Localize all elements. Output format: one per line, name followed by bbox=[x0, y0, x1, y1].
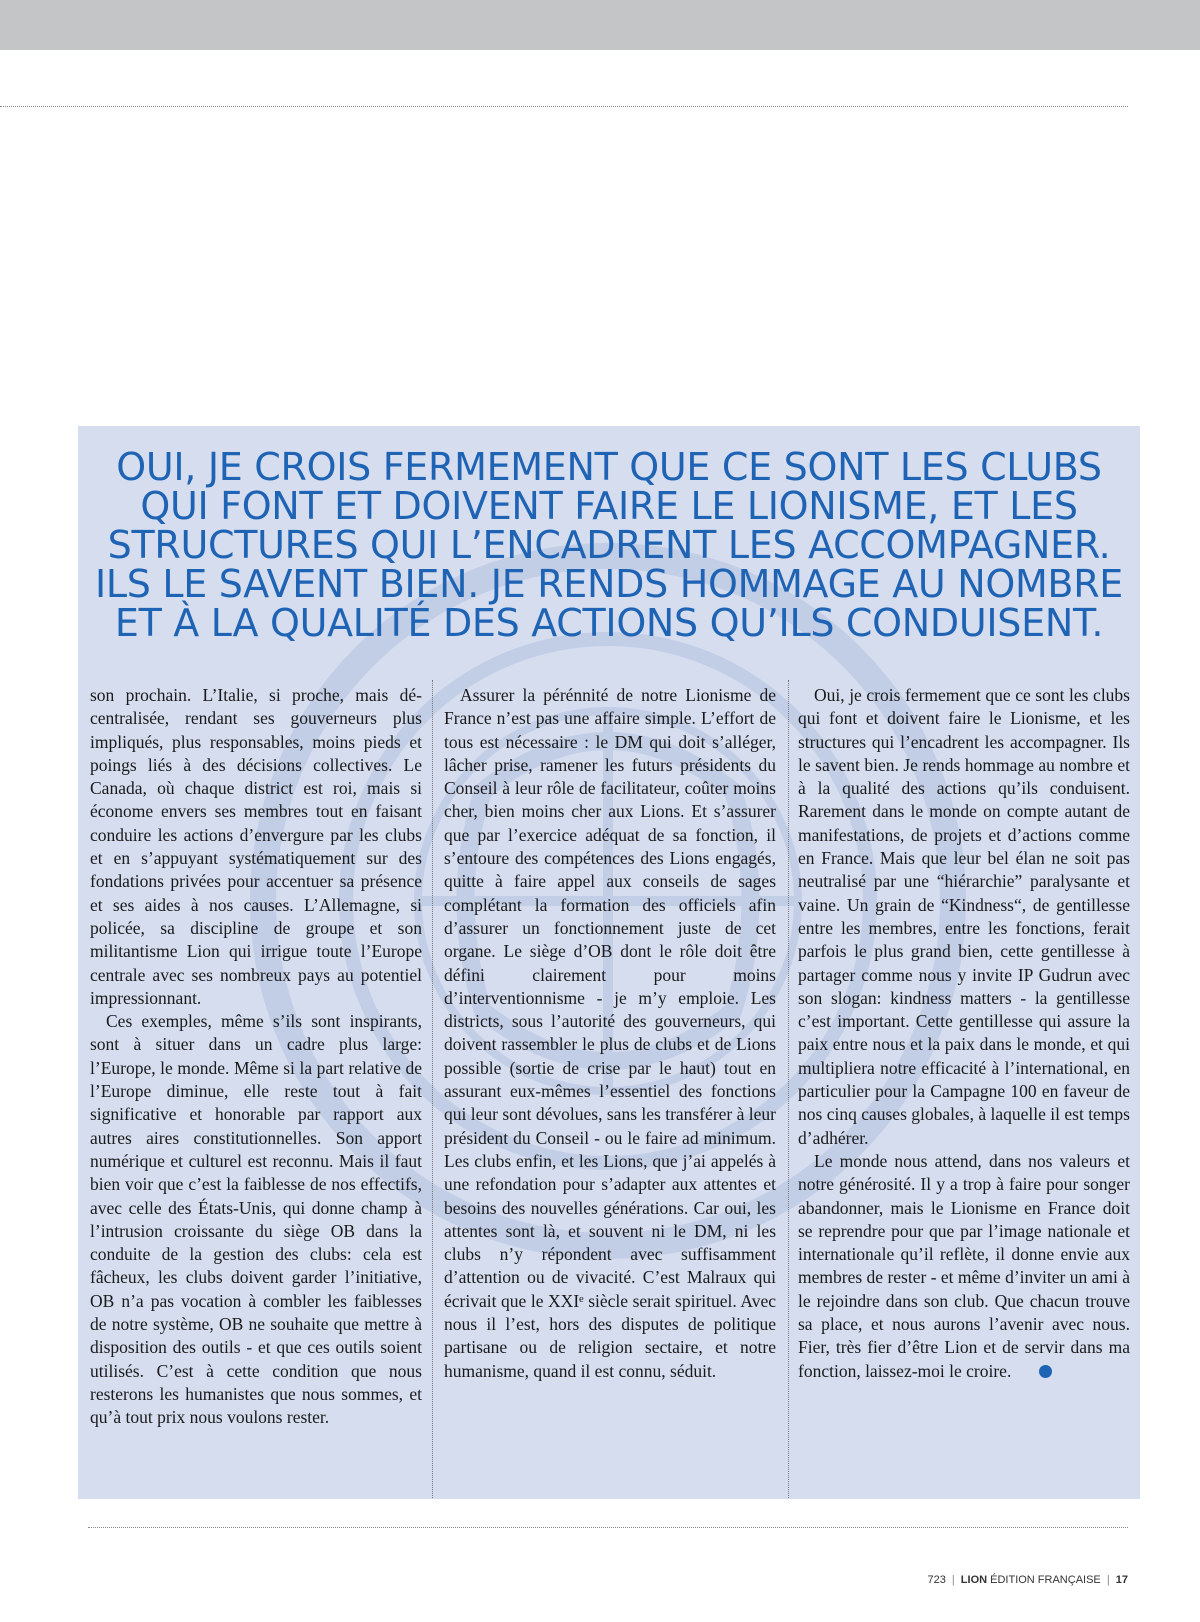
top-bar bbox=[0, 0, 1200, 50]
column-divider bbox=[432, 680, 433, 1499]
magazine-brand: LION bbox=[960, 1574, 988, 1586]
page-folio bbox=[927, 1574, 1128, 1586]
paragraph: Ces exemples, même s’ils sont inspirants, sont à situer dans un cadre plus large: l’Europe, le monde. Même si la part relative de l’Europe diminue, elle reste tout à fait significative et honorable par rapport aux autres aires constitutionnelles. Son apport numérique et culturel est reconnu. Mais il faut bien voir que c’est la faiblesse de nos effectifs, avec celle des États-Unis, qui donne champ à l’intrusion croissante du siège OB dans la conduite de la gestion des clubs: cela est fâcheux, les clubs doivent garder l’initiative, OB n’a pas vocation à combler les faiblesses de notre système, OB ne souhaite que mettre à disposition des outils - et que ces outils soient utilisés. C’est à cette condition que nous resterons les humanistes que nous sommes, et qu’à tout prix nous voulons rester. bbox=[90, 1011, 422, 1428]
folio-separator: | bbox=[1106, 1574, 1110, 1586]
edition-label: ÉDITION FRANÇAISE bbox=[990, 1574, 1101, 1586]
article-column-2 bbox=[444, 684, 776, 1383]
folio-separator: | bbox=[951, 1574, 955, 1586]
paragraph-text: Le monde nous attend, dans nos valeurs et notre générosité. Il y a trop à faire pour songer abandonner, mais le Lionisme en France doit se reprendre pour que par l’image nationale et internationale qu’il reflète, il donne envie aux membres de rester - et même d’inviter un ami à le rejoindre dans son club. Que chacun trouve sa place, et nous aurons l’avenir avec nous. Fier, très fier d’être Lion et de servir dans ma fonction, laissez-moi le croire. bbox=[798, 1150, 1130, 1381]
paragraph: Oui, je crois fermement que ce sont les clubs qui font et doivent faire le Lionisme, et les structures qui l’encadrent les accompagner. Ils le savent bien. Je rends hommage au nombre et à la qualité des actions qu’ils conduisent. Rarement dans le monde on compte autant de manifestations, de projets et d’actions comme en France. Mais que leur bel élan ne soit pas neutralisé par une “hiérarchie” paralysante et vaine. Un grain de “Kindness“, de gentillesse entre les membres, entre les fonctions, ferait parfois le plus grand bien, cette gentillesse à partager comme nous y invite IP Gudrun avec son slogan: kindness matters - la gentillesse c’est important. Cette gentillesse qui assure la paix entre nous et la paix dans le monde, et qui multipliera notre efficacité à l’international, en particulier pour la Campagne 100 en faveur de nos cinq causes globales, à laquelle il est temps d’adhérer. bbox=[798, 685, 1130, 1148]
end-of-article-dot-icon bbox=[1039, 1365, 1052, 1378]
paragraph: Assurer la pérénnité de notre Lionisme de France n’est pas une affaire simple. L’effort de tous est nécessaire : le DM qui doit s’alléger, lâcher prise, ramener les futurs présidents du Conseil à leur rôle de facilitateur, coûter moins cher, bien moins cher aux Lions. Et s’assurer que par l’exercice adéquat de sa fonction, il s’entoure des compétences des Lions engagés, quitte à faire appel aux conseils de sages complétant la formation des officiels afin d’assurer un fonctionnement juste de cet organe. Le siège d’OB dont le rôle doit être défini clairement pour moins d’interventionnisme - je m’y emploie. Les districts, sous l’autorité des gouverneurs, qui doivent rassembler le plus de clubs et de Lions possible (sortie de crise par le haut) tout en assurant eux-mêmes l’essentiel des fonctions qui leur sont dévolues, sans les transférer à leur président du Conseil - ou le faire ad minimum. Les clubs enfin, et les Lions, que j’ai appelés à une refondation pour s’adapter aux attentes et besoins des nouvelles générations. Car oui, les attentes sont là, et souvent ni le DM, ni les clubs n’y répondent avec suffisamment d’attention ou de vivacité. C’est Malraux qui écrivait que le XXIᵉ siècle serait spirituel. Avec nous il l’est, hors des disputes de politique partisane ou de religion sectaire, et notre humanisme, quand il est connu, séduit. bbox=[444, 685, 776, 1381]
column-divider bbox=[788, 680, 789, 1499]
article-column-3 bbox=[798, 684, 1130, 1383]
paragraph-last bbox=[798, 1150, 1130, 1383]
pull-quote: OUI, JE CROIS FERMEMENT QUE CE SONT LES CLUBS QUI FONT ET DOIVENT FAIRE LE LIONISME, ET LES STRUCTURES QUI L’ENCADRENT LES ACCOMPAGNER. ILS LE SAVENT BIEN. JE RENDS HOMMAGE AU NOMBRE ET À LA QUALITÉ DES ACTIONS QU’ILS CONDUISENT. bbox=[94, 445, 1124, 645]
issue-number: 723 bbox=[927, 1574, 946, 1586]
bottom-dotted-rule bbox=[88, 1527, 1128, 1528]
paragraph: son prochain. L’Italie, si proche, mais décentralisée, rendant ses gouverneurs plus impliqués, plus responsables, moins pieds et poings liés à des décisions collectives. Le Canada, où chaque district est roi, mais si économe envers ses membres tout en faisant conduire les actions d’envergure par les clubs et en s’appuyant systématiquement sur des fondations privées pour accentuer sa présence et ses aides à nos causes. L’Allemagne, si policée, sa discipline de groupe et son militantisme Lion qui irrigue toute l’Europe centrale avec ses nombreux pays au potentiel impressionnant. bbox=[90, 685, 422, 1008]
article-column-1 bbox=[90, 684, 422, 1430]
top-dotted-rule bbox=[0, 106, 1128, 107]
article-panel bbox=[78, 426, 1140, 1499]
page-number: 17 bbox=[1115, 1574, 1128, 1586]
